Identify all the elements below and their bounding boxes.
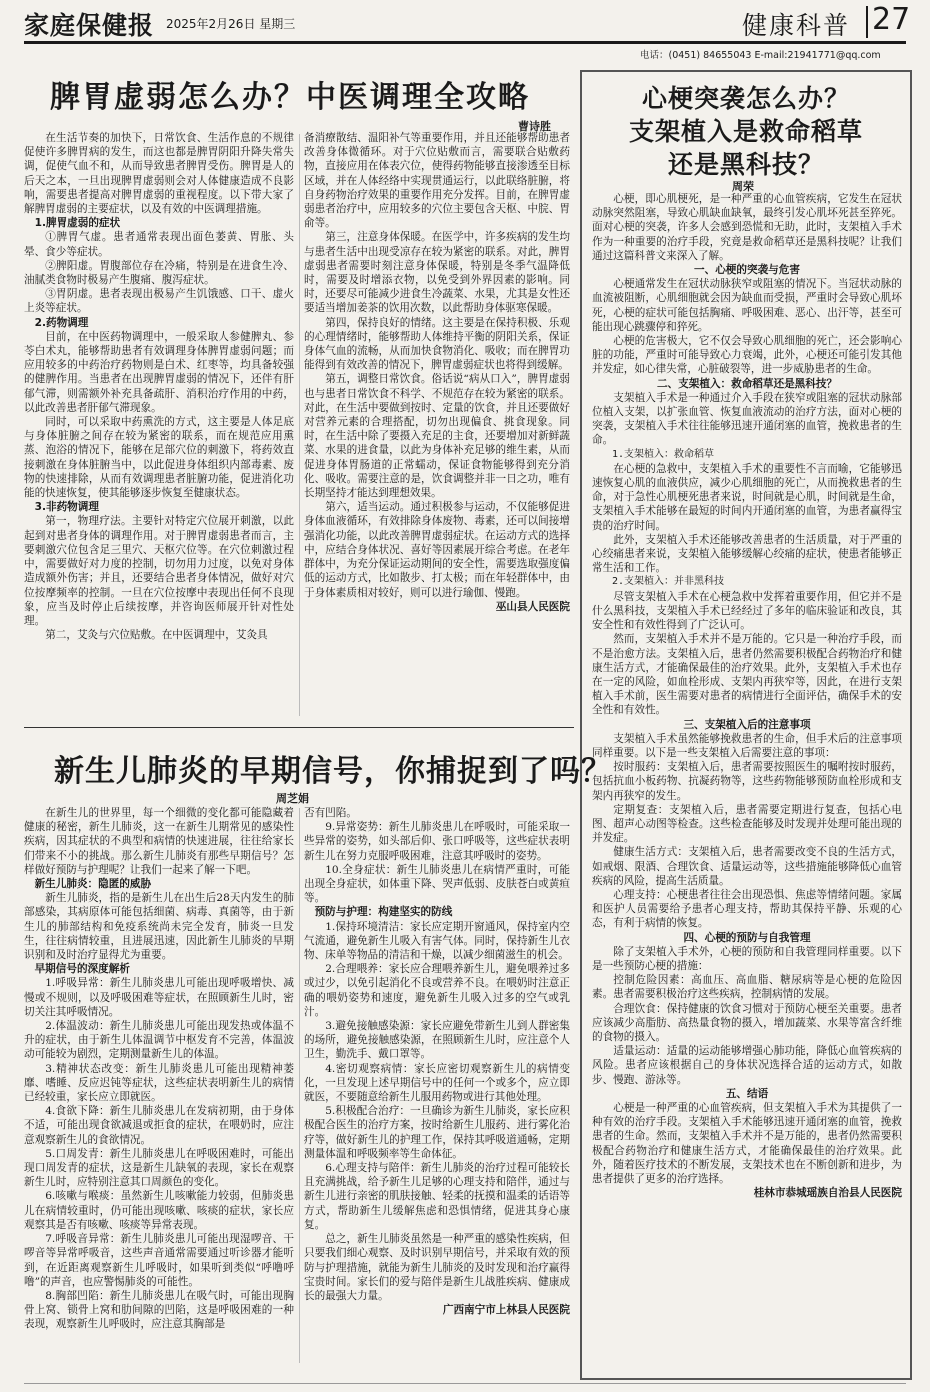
paragraph-continued: 备消療散结、温阳补气等重要作用，并且还能够帮助患者改善身体微循环。对于穴位贴敷而言，需要联合贴敷药物，直接应用在体表穴位，使得药物能够直接渗透至目标区域，并在人体经络中实现贯通运行，以此联络脏腑，将自身药物治疗效果的重要作用充分发挥。目前，在脾胃虚弱患者治疗中，应用较多的穴位主要包含天枢、中脘、胃俞等。: [304, 132, 570, 230]
paragraph: 定期复查：支架植入后，患者需要定期进行复查，包括心电图、超声心动图等检查。这些检查能够及时发现并处理可能出现的并发症。: [592, 803, 902, 845]
paragraph: 心梗通常发生在冠状动脉狭窄或阻塞的情况下。当冠状动脉的血流被阻断，心肌细胞就会因为缺血而受损，严重时会导致心肌坏死，心梗的症状可能包括胸痛、呼吸困难、恶心、出汗等，甚至可能出现心跳骤停和猝死。: [592, 278, 902, 333]
affiliation: 桂林市恭城瑶族自治县人民医院: [753, 1187, 902, 1200]
paragraph: ①脾胃气虚。患者通常表现出面色萎黄、胃胀、头晕、食少等症状。: [24, 231, 294, 258]
section-heading: 五、结语: [725, 1087, 769, 1100]
paragraph: 控制危险因素：高血压、高血脂、糖尿病等是心梗的危险因素。患者需要积极治疗这些疾病，控制病情的发展。: [592, 974, 902, 1001]
paragraph: 第六，适当运动。通过积极参与运动，不仅能够促进身体血液循环，有效排除身体废物、毒素，还可以间接增强消化功能，以此改善脾胃虚弱症状。在运动方式的选择中，应结合身体状况、喜好等因素展开综合考虑。在老年群体中，为充分保证运动期间的安全性，需要选取强度偏低的运动方式，比如散步、打太极；而在年轻群体中，由于身体素质相对较好，则可以进行瑜伽、慢跑。: [304, 501, 570, 599]
paragraph: 第四，保持良好的情绪。这主要是在保持积极、乐观的心理情绪时，能够帮助人体维持平衡的阴阳关系，保证身体气血的流畅，从而加快食物消化、吸收；而在脾胃功能得到有效改善的情况下，脾胃虚弱症状也将得到缓解。: [304, 316, 570, 372]
column-divider: [299, 134, 300, 716]
masthead-divider: [866, 6, 868, 38]
paragraph: 在新生儿的世界里，每一个细微的变化都可能隐藏着健康的秘密，新生儿肺炎，这一在新生儿期常见的感染性疾病，因其症状的不典型和病情的快速进展，往往给家长们带来不小的挑战。那么新生儿肺炎有那些早期信号？怎样做好预防与护理呢？让我们一起来了解一下吧。: [24, 807, 294, 876]
masthead-rule: [24, 41, 906, 44]
article-2-title: 新生儿肺炎的早期信号，你捕捉到了吗？: [54, 754, 612, 789]
paragraph: 3.避免接触感染源：家长应避免带新生儿到人群密集的场所，避免接触感染源，在照顾新生儿时，应注意个人卫生，勤洗手、戴口罩等。: [304, 1020, 570, 1061]
paragraph: 7.呼吸音异常：新生儿肺炎患儿可能出现湿啰音、干啰音等异常呼吸音，这些声音通常需要通过听诊器才能听到，在近距离观察新生儿呼吸时，如果听到类似“呼噜呼噜”的声音，也应警惕肺炎的可能性。: [24, 1233, 294, 1288]
section-name: 健康科普: [742, 11, 851, 40]
paragraph: 5.口周发青：新生儿肺炎患儿在呼吸困难时，可能出现口周发青的症状，这是新生儿缺氧的表现，家长在观察新生儿时，应特别注意其口周颜色的变化。: [24, 1147, 294, 1189]
title-line: 心梗突袭怎么办？: [641, 84, 850, 113]
paragraph: 6.心理支持与陪伴：新生儿肺炎的治疗过程可能较长且充满挑战，给予新生儿足够的心理支持和陪伴，通过与新生儿进行亲密的肌肤接触、轻柔的抚摸和温柔的话语等方式，帮助新生儿缓解焦虑和恐惧情绪，促进其身心康复。: [304, 1162, 570, 1231]
bottom-rule: [24, 1383, 906, 1384]
paragraph: 1.保持环境清洁：家长应定期开窗通风，保持室内空气流通，避免新生儿吸入有害气体。同时，保持新生儿衣物、床单等物品的清洁和干燥，以减少细菌滋生的机会。: [304, 920, 570, 962]
paragraph: 健康生活方式：支架植入后，患者需要改变不良的生活方式，如戒烟、限酒、合理饮食、适量运动等，这些措施能够降低心血管疾病的风险，提高生活质量。: [592, 846, 902, 887]
article-2-column-1: [24, 806, 294, 1366]
subheading: 3.非药物调理: [34, 501, 99, 514]
paragraph: 3.精神状态改变：新生儿肺炎患儿可能出现精神萎靡、嗜睡、反应迟钝等症状，这些症状表明新生儿的病情已经较重，家长应立即就医。: [24, 1062, 294, 1104]
paragraph: 按时服药：支架植入后，患者需要按照医生的嘱咐按时服药，包括抗血小板药物、抗凝药物等，这些药物能够预防血栓形成和支架内再狭窄的发生。: [592, 761, 902, 802]
paragraph: 2.合理喂养：家长应合理喂养新生儿，避免喂养过多或过少，以免引起消化不良或营养不良。在喂奶时注意正确的喂奶姿势和速度，避免新生儿吸入过多的空气或乳汁。: [304, 963, 570, 1018]
paragraph: ③胃阴虚。患者表现出极易产生饥饿感、口干、虚火上炎等症状。: [24, 288, 294, 315]
paragraph: 除了支架植入手术外，心梗的预防和自我管理同样重要。以下是一些预防心梗的措施：: [592, 945, 902, 972]
subheading: 预防与护理：构建坚实的防线: [314, 906, 453, 919]
paragraph: 心梗的危害极大，它不仅会导致心肌细胞的死亡，还会影响心脏的功能，严重时可能导致心力衰竭，此外，心梗还可能引发其他并发症，如心律失常，心脏破裂等，进一步威胁患者的生命。: [592, 335, 902, 376]
paragraph: 4.密切观察病情：家长应密切观察新生儿的病情变化，一旦发现上述早期信号中的任何一个或多个，应立即就医，不要随意给新生儿服用药物或进行其他处理。: [304, 1062, 570, 1104]
subheading: 早期信号的深度解析: [34, 963, 130, 976]
paragraph: 支架植入手术虽然能够挽救患者的生命，但手术后的注意事项同样重要。以下是一些支架植入后需要注意的事项：: [592, 732, 902, 759]
paragraph: 第二，艾灸与穴位贴敷。在中医调理中，艾灸具: [45, 629, 268, 642]
paragraph: 在心梗的急救中，支架植入手术的重要性不言而喻，它能够迅速恢复心肌的血液供应，减少心肌细胞的死亡，从而挽救患者的生命，对于急性心肌梗死患者来说，时间就是心肌，时间就是生命，支架植入手术能够在最短的时间内开通闭塞的血管，为患者赢得宝贵的治疗时间。: [592, 462, 902, 532]
title-line: 还是黑科技？: [667, 150, 824, 179]
article-1-column-2: [304, 131, 570, 721]
paragraph: 心梗是一种严重的心血管疾病，但支架植入手术为其提供了一种有效的治疗手段。支架植入手术能够迅速开通闭塞的血管，挽救患者的生命。然而，支架植入手术并不是万能的，患者仍然需要积极配合药物治疗和健康生活方式，才能确保最佳的治疗效果。此外，随着医疗技术的不断发展，支架技术也在不断创新和进步，为患者提供了更多的治疗选择。: [592, 1102, 902, 1186]
column-divider: [299, 808, 300, 1363]
article-3-byline: 周荣: [732, 180, 754, 193]
paragraph: ②脾阳虚。胃腹部位存在冷痛，特别是在进食生冷、油腻类食物时极易产生腹痛、腹泻症状。: [24, 259, 294, 287]
paragraph: 目前，在中医药物调理中，一般采取人参健脾丸、参苓白术丸，能够帮助患者有效调理身体脾胃虚弱问题；而应用较多的中药治疗药物则是白术、红枣等，均具备较强的健脾作用。当患者在出现脾胃虚弱的情况下，还伴有肝郁气滞，则需额外补充具备疏肝、消积治疗作用的中药，以此改善患者肝郁气滞现象。: [24, 330, 294, 414]
paragraph: 心梗，即心肌梗死，是一种严重的心血管疾病，它发生在冠状动脉突然阻塞，导致心肌缺血缺氧，最终引发心肌坏死甚至猝死。面对心梗的突袭，许多人会感到恐慌和无助，此时，支架植入手术作为一种重要的治疗手段，究竟是救命稻草还是黑科技呢？让我们通过这篇科普文来深入了解。: [592, 193, 902, 262]
paragraph: 5.积极配合治疗：一旦确诊为新生儿肺炎，家长应积极配合医生的治疗方案，按时给新生儿服药、进行雾化治疗等，做好新生儿的护理工作，保持其呼吸道通畅，定期测量体温和呼吸频率等生命体征。: [304, 1105, 570, 1160]
paragraph: 2.体温波动：新生儿肺炎患儿可能出现发热或体温不升的症状，由于新生儿体温调节中枢发育不完善，体温波动可能较为剧烈，定期测量新生儿的体温。: [24, 1020, 294, 1061]
paragraph: 适量运动：适量的运动能够增强心肺功能，降低心血管疾病的风险。患者应该根据自己的身体状况选择合适的运动方式，如散步、慢跑、游泳等。: [592, 1045, 902, 1086]
paragraph: 6.咳嗽与喉痰：虽然新生儿咳嗽能力较弱，但肺炎患儿在病情较重时，仍可能出现咳嗽、咳痰的症状，家长应观察其是否有咳嗽、咳痰等异常表现。: [24, 1190, 294, 1231]
paragraph: 此外，支架植入手术还能够改善患者的生活质量，对于严重的心绞痛患者来说，支架植入能够缓解心绞痛的症状，使患者能够正常生活和工作。: [592, 533, 902, 575]
article-3-title: [590, 82, 902, 181]
subheading: 新生儿肺炎：隐匿的威胁: [34, 878, 152, 891]
subheading: 1.脾胃虚弱的症状: [34, 217, 121, 230]
masthead: [0, 0, 930, 42]
section-heading: 二、支架植入：救命稻草还是黑科技？: [656, 377, 838, 390]
article-1-title: 脾胃虚弱怎么办？中医调理全攻略: [50, 80, 530, 115]
paragraph: 然而，支架植入手术并不是万能的。它只是一种治疗手段，而不是治愈方法。支架植入后，患者仍然需要积极配合药物治疗和健康生活方式，才能确保最佳的治疗效果。此外，支架植入手术也存在一定的风险，如血栓形成、支架内再狭窄等，因此，在进行支架植入手术前，医生需要对患者的病情进行全面评估，确保手术的安全性和有效性。: [592, 633, 902, 717]
paragraph: 10.全身症状：新生儿肺炎患儿在病情严重时，可能出现全身症状，如体重下降、哭声低弱、皮肤苍白或黄疸等。: [304, 863, 570, 905]
article-3-column: [592, 170, 902, 1375]
paragraph: 合理饮食：保持健康的饮食习惯对于预防心梗至关重要。患者应该减少高脂肪、高热量食物的摄入，增加蔬菜、水果等富含纤维的食物的摄入。: [592, 1002, 902, 1043]
paragraph: 新生儿肺炎，指的是新生儿在出生后28天内发生的肺部感染，其病原体可能包括细菌、病毒、真菌等，由于新生儿的肺部结构和免疫系统尚未完全发育，肺炎一旦发生，往往病情较重，且进展迅速，因此新生儿肺炎的早期识别和及时治疗显得尤为重要。: [24, 892, 294, 962]
paragraph: 第一，物理疗法。主要针对特定穴位展开刺激，以此起到对患者身体的调理作用。对于脾胃虚弱患者而言，主要刺激穴位包含足三里穴、天枢穴位等。在穴位刺激过程中，需要做好对力度的控制，切勿用力过度，以免对身体造成额外伤害；并且，还要结合患者身体情况，做好对穴位按摩频率的控制。一旦在穴位按摩中表现出任何不良现象，应当及时停止后续按摩，并咨询医师展开针对性处理。: [24, 515, 294, 627]
subheading: 2.药物调理: [34, 316, 89, 329]
paragraph: 尽管支架植入手术在心梗急救中发挥着重要作用，但它并不是什么黑科技，支架植入手术已经经过了多年的临床验证和改良，其安全性和有效性得到了广泛认可。: [592, 590, 902, 632]
paragraph: 支架植入手术是一种通过介入手段在狭窄或阻塞的冠状动脉部位植入支架，以扩张血管、恢复血液流动的治疗方法，面对心梗的突袭，支架植入手术往往能够迅速开通闭塞的血管，挽救患者的生命。: [592, 391, 902, 447]
sub-subheading: 2.支架植入：并非黑科技: [612, 576, 725, 588]
title-line: 支架植入是救命稻草: [628, 117, 863, 146]
section-heading: 四、心梗的预防与自我管理: [683, 931, 811, 944]
section-heading: 三、支架植入后的注意事项: [683, 718, 811, 731]
paragraph: 1.呼吸异常：新生儿肺炎患儿可能出现呼吸增快、减慢或不规则，以及呼吸困难等症状，在照顾新生儿时，密切关注其呼吸情况。: [24, 977, 294, 1018]
article-2-column-2: [304, 806, 570, 1366]
affiliation: 巫山县人民医院: [495, 600, 570, 613]
issue-date: 2025年2月26日 星期三: [166, 17, 296, 31]
article-1-column-1: [24, 131, 294, 721]
affiliation: 广西南宁市上林县人民医院: [442, 1304, 570, 1317]
sub-subheading: 1.支架植入：救命稻草: [612, 448, 715, 460]
paragraph: 第三，注意身体保暖。在医学中，许多疾病的发生均与患者生活中出现受凉存在较为紧密的联系。对此，脾胃虚弱患者需要时刻注意身体保暖，特别是冬季气温降低时，需要及时增添衣物，以免受到外界因素的影响。同时，还要尽可能减少进食生冷蔬菜、水果，尤其是女性还要适当增加姜茶的饮用次数，以此帮助身体驱寒保暖。: [304, 231, 570, 315]
paragraph: 4.食欲下降：新生儿肺炎患儿在发病初期，由于身体不适，可能出现食欲减退或拒食的症状，在喂奶时，应注意观察新生儿的食欲情况。: [24, 1105, 294, 1146]
paragraph: 8.胸部凹陷：新生儿肺炎患儿在吸气时，可能出现胸骨上窝、锁骨上窝和肋间隙的凹陷，这是呼吸困难的一种表现，观察新生儿呼吸时，应注意其胸部是: [24, 1289, 294, 1331]
article-1-byline: 曹诗胜: [518, 120, 551, 133]
paragraph: 总之，新生儿肺炎虽然是一种严重的感染性疾病，但只要我们细心观察、及时识别早期信号，并采取有效的预防与护理措施，就能为新生儿肺炎的及时发现和治疗赢得宝贵时间。家长们的爱与陪伴是新生儿战胜疾病、健康成长的最强大力量。: [304, 1233, 570, 1302]
paragraph: 第五，调整日常饮食。俗话说“病从口入”，脾胃虚弱也与患者日常饮食不科学、不规范存在较为紧密的联系。对此，在生活中要做到按时、定量的饮食，并且还要做好对营养元素的合理搭配，切勿出现偏食、挑食现象。同时，在生活中除了要摄入充足的主食，还要增加对新鲜蔬菜、水果的进食量，以此为身体补充足够的维生素，从而促进身体胃肠道的正常蠕动，保证食物能够得到充分消化、吸收。需要注意的是，饮食调整并非一日之功，唯有长期坚持才能达到理想效果。: [304, 373, 570, 500]
paragraph: 在生活节奏的加快下，日常饮食、生活作息的不规律促使许多脾胃病的发生，而这也都是脾胃阴阳升降失常失调，促使气血不和，从而导致患者脾胃受伤。脾胃是人的后天之本，一旦出现脾胃虚弱则会对人体健康造成不良影响，需要患者提高对脾胃虚弱的重视程度。以下带大家了解脾胃虚弱的主要症状，以及有效的中医调理措施。: [24, 132, 294, 216]
paragraph: 同时，可以采取中药熏洗的方式，这主要是人体足底与身体脏腑之间存在较为紧密的联系，而在规范应用熏蒸、泡浴的情况下，能够在足部穴位的刺激下，将药效直接刺激在身体脏腑当中，以此促进身体组织内部毒素、废物的快速排除，从而有效调理患者脏腑功能，促进消化功能的快速恢复，使其能够逐步恢复至健康状态。: [24, 416, 294, 500]
page-number: 27: [872, 2, 911, 37]
paragraph-continued: 否有凹陷。: [304, 807, 357, 819]
paragraph: 心理支持：心梗患者往往会出现恐惧、焦虑等情绪问题。家属和医护人员需要给予患者心理支持，帮助其保持平静、乐观的心态，有利于病情的恢复。: [592, 888, 902, 930]
paragraph: 9.异常姿势：新生儿肺炎患儿在呼吸时，可能采取一些异常的姿势，如头部后仰、张口呼吸等，这些症状表明新生儿在努力克服呼吸困难，注意其呼吸时的姿势。: [304, 821, 570, 862]
newspaper-name: 家庭保健报: [24, 11, 155, 40]
contact-info: 电话：(0451) 84655043 E-mail:21941771@qq.com: [640, 50, 881, 61]
section-heading: 一、心梗的突袭与危害: [694, 264, 800, 277]
article-2-byline: 周芝娟: [276, 792, 309, 805]
article-separator: [24, 727, 574, 728]
